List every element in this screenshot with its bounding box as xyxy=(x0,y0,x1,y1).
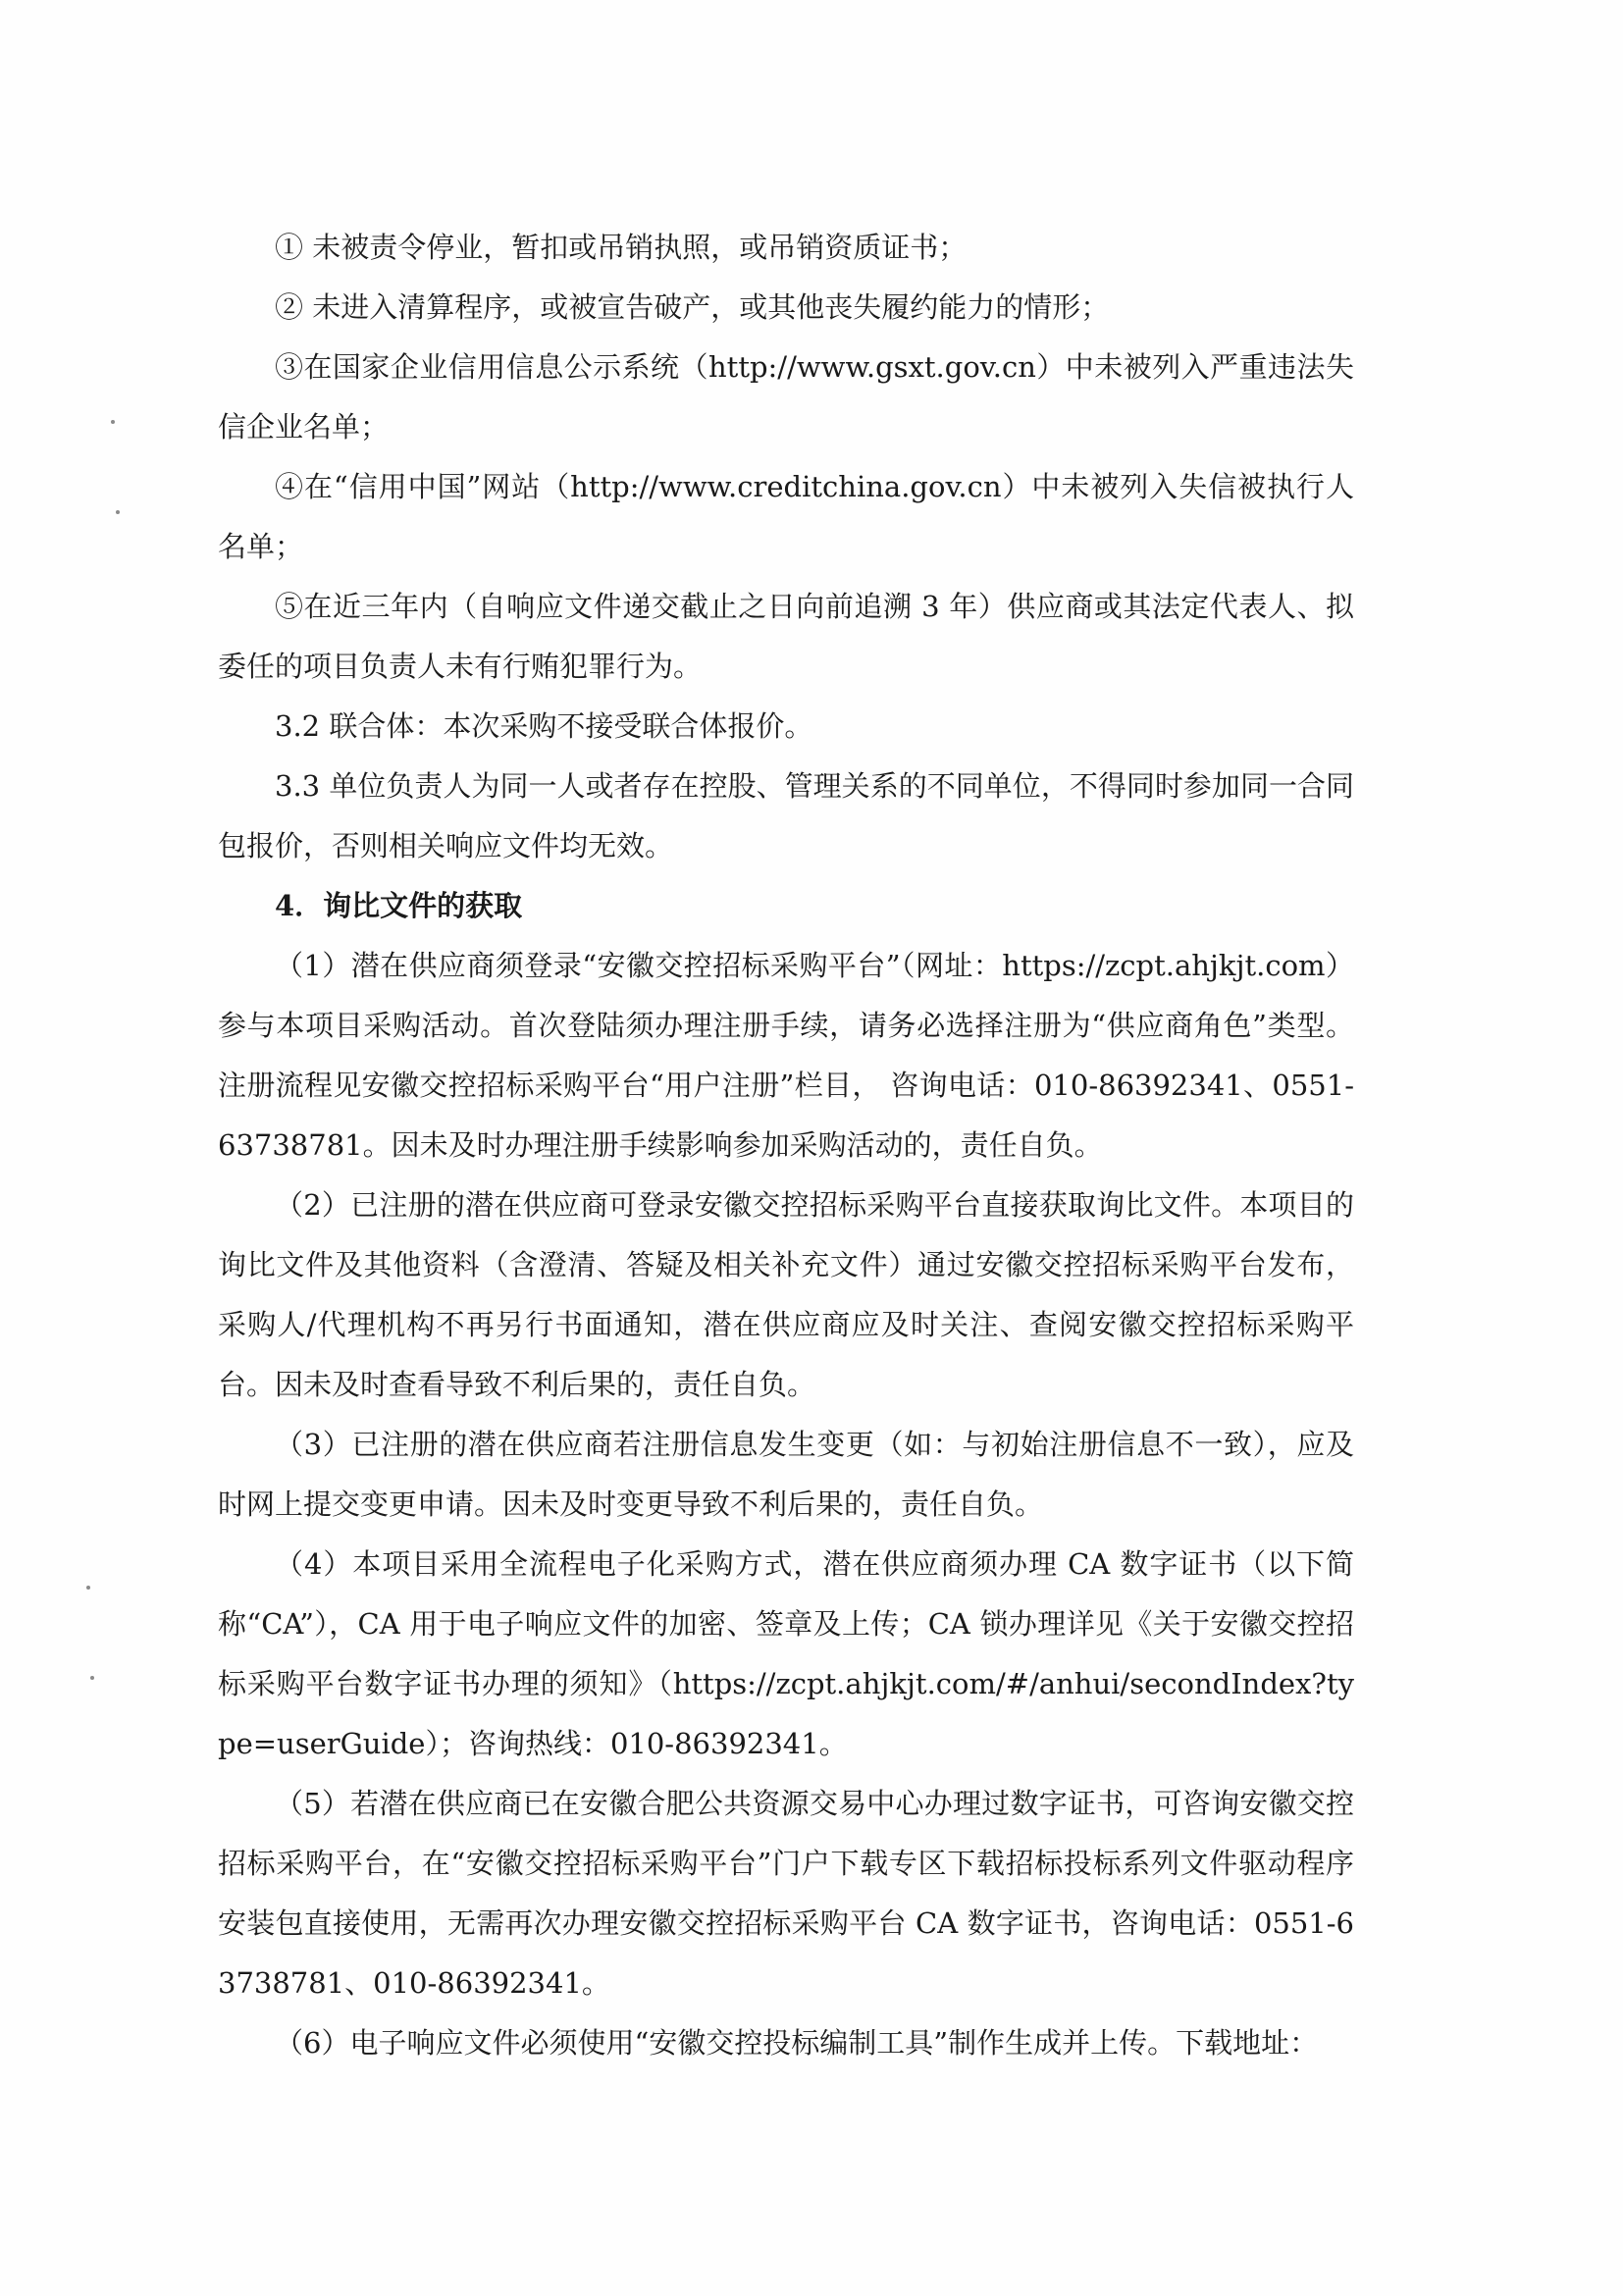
paragraph-4-2-obtain-documents: （2）已注册的潜在供应商可登录安徽交控招标采购平台直接获取询比文件。本项目的询比文件及其他资料（含澄清、答疑及相关补充文件）通过安徽交控招标采购平台发布，采购人/代理机构不再另行书面通知，潜在供应商应及时关注、查阅安徽交控招标采购平台。因未及时查看导致不利后果的，责任自负。 xyxy=(218,1188,1354,1401)
document-body xyxy=(218,218,1354,2073)
paragraph-4-6-tool-download: （6）电子响应文件必须使用“安徽交控投标编制工具”制作生成并上传。下载地址： xyxy=(275,2026,1319,2060)
paragraph-4-1-registration: （1）潜在供应商须登录“安徽交控招标采购平台”（网址：https://zcpt.ahjkjt.com）参与本项目采购活动。首次登陆须办理注册手续，请务必选择注册为“供应商角色”类型。注册流程见安徽交控招标采购平台“用户注册”栏目， 咨询电话：010-86392341、0551-63738781。因未及时办理注册手续影响参加采购活动的，责任自负。 xyxy=(218,949,1354,1162)
paragraph-4-3-change-info: （3）已注册的潜在供应商若注册信息发生变更（如：与初始注册信息不一致），应及时网上提交变更申请。因未及时变更导致不利后果的，责任自负。 xyxy=(218,1428,1354,1521)
paragraph-condition-1: ① 未被责令停业，暂扣或吊销执照，或吊销资质证书； xyxy=(275,231,968,264)
paragraph-4-4-ca-certificate: （4）本项目采用全流程电子化采购方式，潜在供应商须办理 CA 数字证书（以下简称“CA”），CA 用于电子响应文件的加密、签章及上传；CA 锁办理详见《关于安徽交控招标采购平台数字证书办理的须知》（https://zcpt.ahjkjt.com/#/anhui/secondIndex?type=userGuide）；咨询热线：010-86392341。 xyxy=(218,1547,1354,1760)
paragraph-4-5-existing-certificate: （5）若潜在供应商已在安徽合肥公共资源交易中心办理过数字证书，可咨询安徽交控招标采购平台，在“安徽交控招标采购平台”门户下载专区下载招标投标系列文件驱动程序安装包直接使用，无需再次办理安徽交控招标采购平台 CA 数字证书，咨询电话：0551-63738781、010-86392341。 xyxy=(218,1787,1354,2000)
paragraph-condition-5: ⑤在近三年内（自响应文件递交截止之日向前追溯 3 年）供应商或其法定代表人、拟委任的项目负责人未有行贿犯罪行为。 xyxy=(218,590,1354,683)
paragraph-condition-4: ④在“信用中国”网站（http://www.creditchina.gov.cn）中未被列入失信被执行人名单； xyxy=(218,470,1354,563)
paragraph-3-3-same-principal: 3.3 单位负责人为同一人或者存在控股、管理关系的不同单位，不得同时参加同一合同包报价，否则相关响应文件均无效。 xyxy=(218,769,1354,862)
section-heading-4: 4．询比文件的获取 xyxy=(275,889,523,922)
scan-speck xyxy=(86,1586,90,1590)
paragraph-condition-3: ③在国家企业信用信息公示系统（http://www.gsxt.gov.cn）中未被列入严重违法失信企业名单； xyxy=(218,350,1354,444)
paragraph-3-2-consortium: 3.2 联合体：本次采购不接受联合体报价。 xyxy=(275,709,813,743)
paragraph-condition-2: ② 未进入清算程序，或被宣告破产，或其他丧失履约能力的情形； xyxy=(275,290,1110,324)
scan-speck xyxy=(90,1676,94,1680)
scan-speck xyxy=(111,420,115,424)
scan-speck xyxy=(116,510,120,514)
